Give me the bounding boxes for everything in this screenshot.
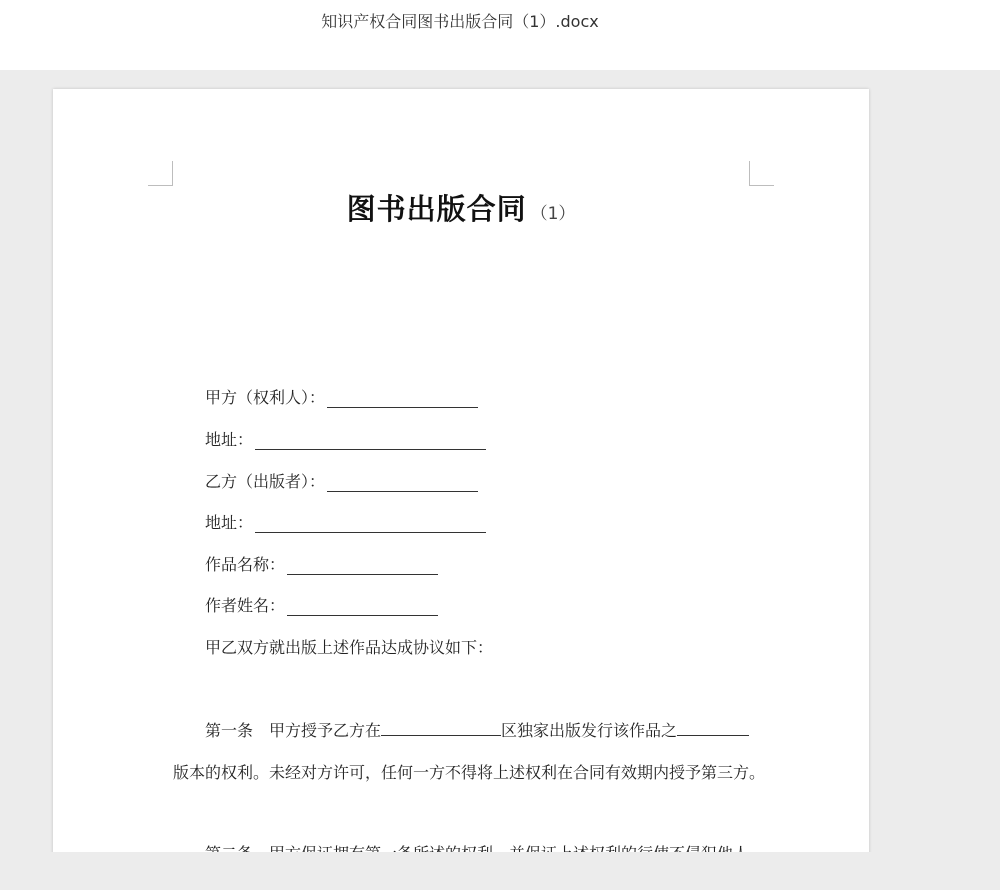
margin-corner-top-right (749, 161, 774, 186)
field-blank[interactable] (327, 391, 478, 408)
field-address-b (205, 510, 486, 533)
article-1-line-2: 版本的权利。未经对方许可，任何一方不得将上述权利在合同有效期内授予第三方。 (173, 763, 766, 782)
title-bar (0, 0, 1000, 70)
document-page[interactable] (53, 89, 869, 889)
field-label: 甲方（权利人）： (205, 388, 326, 407)
field-label: 乙方（出版者）： (205, 472, 326, 491)
field-work-title (205, 552, 438, 575)
intro-paragraph: 甲乙双方就出版上述作品达成协议如下： (205, 638, 494, 657)
field-party-b (205, 469, 478, 492)
status-bar (0, 852, 1000, 890)
field-blank[interactable] (287, 558, 438, 575)
article-1-line-1 (205, 718, 749, 741)
field-author-name (205, 593, 438, 616)
field-blank[interactable] (327, 475, 478, 492)
contract-heading (53, 187, 869, 228)
field-label: 作者姓名： (205, 596, 286, 615)
field-address-a (205, 427, 486, 450)
region-blank[interactable] (381, 721, 501, 736)
article-1-part-a: 第一条 甲方授予乙方在 (205, 721, 382, 740)
heading-main: 图书出版合同 (346, 192, 527, 226)
field-blank[interactable] (255, 516, 486, 533)
field-blank[interactable] (255, 433, 486, 450)
article-1-part-b: 区独家出版发行该作品之 (501, 721, 678, 740)
field-label: 地址： (205, 513, 254, 532)
language-blank[interactable] (677, 721, 749, 736)
field-blank[interactable] (287, 599, 438, 616)
document-title: 知识产权合同图书出版合同（1）.docx (321, 12, 599, 31)
margin-corner-top-left (148, 161, 173, 186)
heading-sub: （1） (530, 204, 576, 224)
field-label: 地址： (205, 430, 254, 449)
field-label: 作品名称： (205, 555, 286, 574)
field-party-a (205, 385, 478, 408)
